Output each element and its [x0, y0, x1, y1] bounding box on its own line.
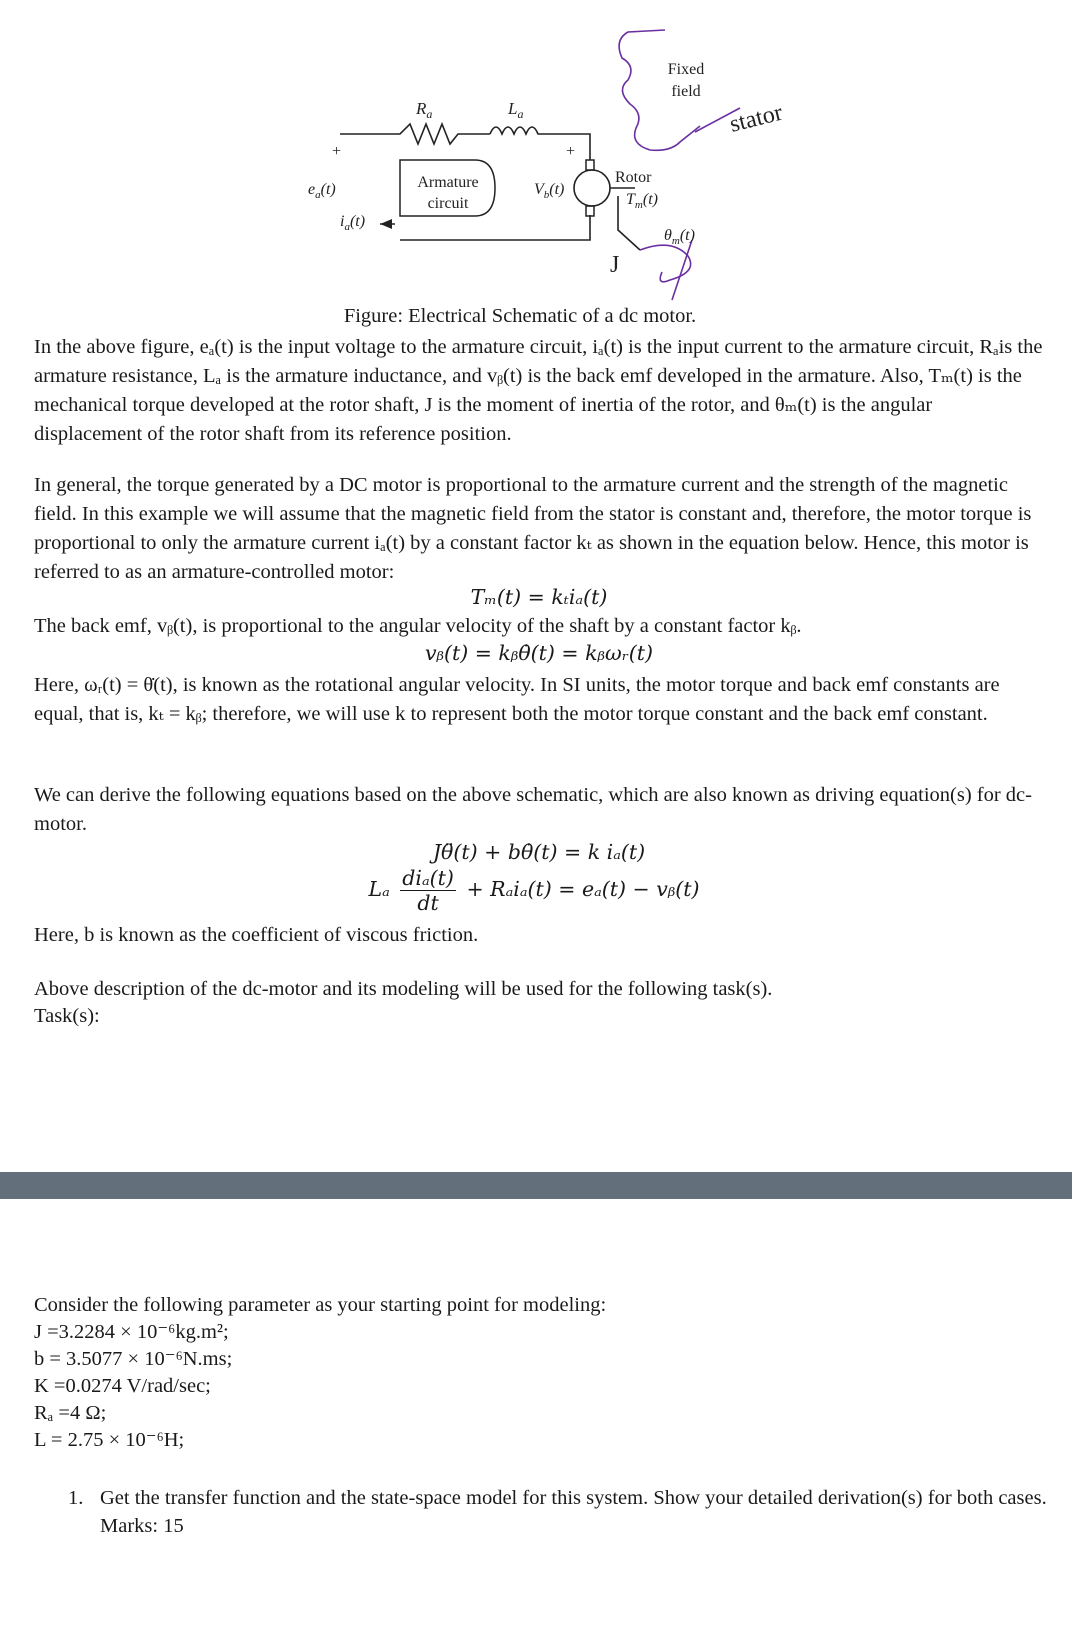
task-number: 1. [68, 1487, 84, 1509]
theta-label: $\theta_m(t)$ [664, 227, 695, 247]
parameter-intro: Consider the following parameter as your starting point for modeling: [34, 1294, 607, 1316]
eq-lhs: Lₐ [368, 877, 390, 901]
paragraph-tasks-heading: Task(s): [34, 1005, 100, 1027]
current-arrow [380, 219, 392, 229]
inductor-label: $L_a$ [508, 99, 524, 121]
current-label: $i_a(t)$ [340, 213, 366, 233]
figure-caption: Figure: Electrical Schematic of a dc motor. [343, 305, 697, 327]
resistor-label: $R_a$ [416, 99, 433, 121]
equation-mechanical: Jθ̈(t) + bθ̇(t) = k iₐ(t) [432, 840, 646, 864]
backemf-label: $V_b(t)$ [534, 181, 565, 201]
paragraph-back-emf: The back emf, vᵦ(t), is proportional to the angular velocity of the shaft by a constant factor kᵦ. [34, 615, 802, 637]
eq-fraction-numerator: diₐ(t) [402, 866, 454, 890]
equation-torque: Tₘ(t) = kₜiₐ(t) [470, 585, 608, 609]
paragraph-torque: In general, the torque generated by a DC motor is proportional to the armature current and the strength of the magnetic field. In this example we will assume that the magnetic field from the stator is constant and, therefore, the motor torque is proportional to only the armature current iₐ(t) by a constant factor kₜ as shown in the equation below. Hence, this motor is referred to as an armature-controlled motor: [34, 474, 1032, 583]
equation-back-emf: vᵦ(t) = kᵦθ̇(t) = kᵦωᵣ(t) [424, 641, 654, 665]
bottom-wire [380, 215, 590, 240]
armature-line2: circuit [427, 195, 469, 212]
plus-left-label: + [332, 143, 342, 160]
paragraph-driving-equations: We can derive the following equations based on the above schematic, which are also known as driving equation(s) for dc-motor. [34, 784, 1032, 835]
fixed-field-line2: field [671, 83, 701, 100]
voltage-label: $e_a(t)$ [308, 181, 336, 201]
parameter-l: L = 2.75 × 10⁻⁶H; [34, 1429, 185, 1451]
rotor-label: Rotor [615, 169, 652, 186]
torque-label: $T_m(t)$ [626, 191, 658, 211]
parameter-j: J =3.2284 × 10⁻⁶kg.m²; [34, 1321, 229, 1343]
top-wire [340, 124, 490, 144]
plus-right-label: + [566, 143, 576, 160]
parameter-k: K =0.0274 V/rad/sec; [34, 1375, 211, 1397]
task-text: Get the transfer function and the state-space model for this system. Show your detailed derivation(s) for both cases. Marks: 15 [100, 1487, 1047, 1537]
eq-fraction-denominator: dt [417, 891, 439, 915]
armature-line1: Armature [417, 174, 479, 191]
paragraph-above-description: Above description of the dc-motor and its modeling will be used for the following task(s). [34, 978, 773, 1000]
fixed-field-line1: Fixed [667, 61, 705, 78]
eq-fraction [400, 866, 456, 915]
dc-motor-schematic [300, 10, 900, 322]
parameter-list [34, 1292, 606, 1454]
theta-curve [640, 245, 691, 282]
paragraph-definitions: In the above figure, eₐ(t) is the input voltage to the armature circuit, iₐ(t) is the input current to the armature circuit, Rₐis the armature resistance, Lₐ is the armature inductance, and vᵦ(t) is the back emf developed in the armature. Also, Tₘ(t) is the mechanical torque developed at the rotor shaft, J is the moment of inertia of the rotor, and θₘ(t) is the angular displacement of the rotor shaft from its reference position. [34, 336, 1043, 445]
brush-top [586, 160, 594, 170]
handwritten-stator: stator [727, 99, 786, 138]
parameter-b: b = 3.5077 × 10⁻⁶N.ms; [34, 1348, 233, 1370]
eq-rhs: + Rₐiₐ(t) = eₐ(t) − vᵦ(t) [466, 877, 700, 901]
paragraph-viscous-friction: Here, b is known as the coefficient of viscous friction. [34, 924, 479, 946]
equation-electrical [34, 866, 1034, 915]
paragraph-angular-velocity: Here, ωᵣ(t) = θ̇(t), is known as the rotational angular velocity. In SI units, the motor torque and back emf constants are equal, that is, kₜ = kᵦ; therefore, we will use k to represent both the motor torque constant and the back emf constant. [34, 674, 1000, 725]
section-divider [0, 1172, 1072, 1199]
parameter-ra: Rₐ =4 Ω; [34, 1402, 107, 1424]
brush-bottom [586, 206, 594, 216]
handwritten-j: J [610, 252, 620, 278]
rotor-circle [574, 170, 610, 206]
